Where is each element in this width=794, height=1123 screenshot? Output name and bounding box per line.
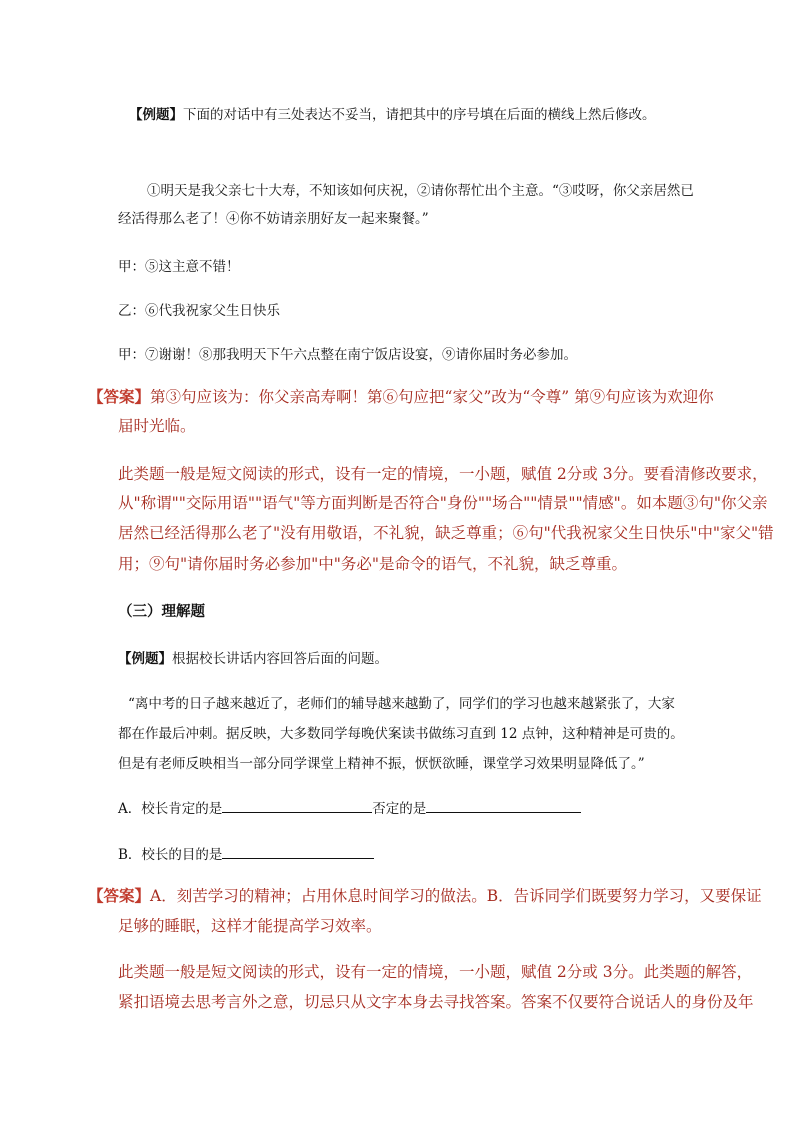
explain1-line1: 此类题一般是短文阅读的形式，设有一定的情境，一小题，赋值 2分或 3分。要看清修改要求，: [118, 465, 768, 483]
example2-heading: [118, 647, 388, 667]
question-b-label: B．校长的目的是: [118, 847, 223, 863]
question-b: [118, 843, 374, 863]
answer-blank-b[interactable]: [222, 844, 374, 859]
dialogue-jia2: 甲：⑦谢谢！⑧那我明天下午六点整在南宁饭店设宴，⑨请你届时务必参加。: [118, 347, 577, 363]
example2-prompt: 根据校长讲话内容回答后面的问题。: [172, 651, 388, 667]
answer2-text1: A．刻苦学习的精神；占用休息时间学习的做法。B．告诉同学们既要努力学习，又要保证: [150, 887, 762, 905]
answer1-tag: 【答案】: [88, 387, 151, 406]
dialogue-yi: 乙：⑥代我祝家父生日快乐: [118, 303, 280, 319]
question-a-label: A．校长肯定的是: [118, 801, 223, 817]
example2-tag: 【例题】: [118, 651, 172, 667]
answer2-line1: [88, 884, 762, 906]
speech-line3: 但是有老师反映相当一部分同学课堂上精神不振，恹恹欲睡，课堂学习效果明显降低了。”: [118, 756, 645, 772]
section3-title: （三）理解题: [118, 603, 205, 620]
dialogue-line1: ①明天是我父亲七十大寿，不知该如何庆祝，②请你帮忙出个主意。“③哎呀，你父亲居然已: [147, 183, 694, 199]
explain1-line2: 从"称谓""交际用语""语气"等方面判断是否符合"身份""场合""情景""情感"。如本题③句"你父亲: [118, 494, 768, 512]
answer-blank-a2[interactable]: [426, 798, 581, 813]
answer1-text1: 第③句应该为：你父亲高寿啊！第⑥句应把“家父”改为“令尊” 第⑨句应该为欢迎你: [150, 388, 714, 406]
question-a-mid: 否定的是: [372, 801, 427, 817]
answer2-line2: 足够的睡眠，这样才能提高学习效率。: [118, 917, 382, 935]
example1-prompt: 下面的对话中有三处表达不妥当，请把其中的序号填在后面的横线上然后修改。: [183, 107, 656, 123]
explain1-line4: 用；⑨句"请你届时务必参加"中"务必"是命令的语气，不礼貌，缺乏尊重。: [118, 555, 628, 573]
answer-blank-a1[interactable]: [222, 798, 372, 813]
example1-tag: 【例题】: [129, 107, 183, 123]
explain2-line2: 紧扣语境去思考言外之意，切忌只从文字本身去寻找答案。答案不仅要符合说话人的身份及年: [118, 993, 754, 1011]
answer1-line2: 届时光临。: [118, 417, 196, 435]
explain1-line3: 居然已经活得那么老了"没有用敬语，不礼貌，缺乏尊重；⑥句"代我祝家父生日快乐"中"家父"错: [118, 524, 774, 542]
question-a: [118, 797, 581, 817]
answer2-tag: 【答案】: [88, 886, 151, 905]
example1-heading: [129, 103, 656, 123]
speech-line2: 都在作最后冲刺。据反映，大多数同学每晚伏案读书做练习直到 12 点钟，这种精神是可贵的。: [118, 726, 684, 742]
dialogue-line2: 经活得那么老了！④你不妨请亲朋好友一起来聚餐。”: [118, 211, 429, 227]
explain2-line1: 此类题一般是短文阅读的形式，设有一定的情境，一小题，赋值 2分或 3分。此类题的解答，: [118, 963, 753, 981]
dialogue-jia1: 甲：⑤这主意不错！: [118, 259, 240, 275]
speech-line1: “离中考的日子越来越近了，老师们的辅导越来越勤了，同学们的学习也越来越紧张了，大家: [128, 696, 675, 712]
answer1-line1: [88, 385, 714, 407]
